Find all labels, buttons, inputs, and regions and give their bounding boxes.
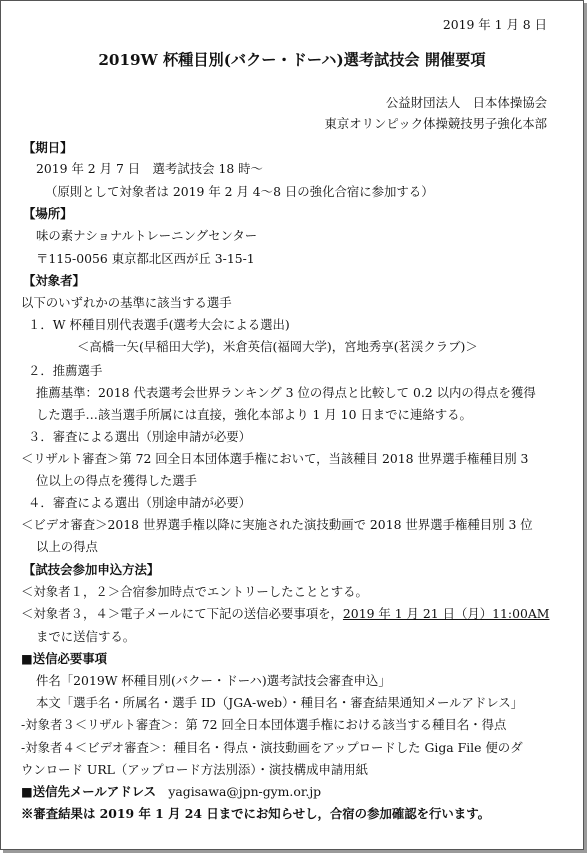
target-item-3-title: ３．審査による選出（別途申請が必要） [28, 429, 252, 444]
required-body: 本文「選手名・所属名・選手 ID（JGA-web）・種目名・審査結果通知メールアドレス」 [36, 695, 524, 710]
target-item-4-title: ４．審査による選出（別途申請が必要） [28, 495, 252, 510]
document-date: 2019 年 1 月 8 日 [442, 17, 547, 32]
heading-place: 【場所】 [23, 206, 73, 221]
target-item-2-criteria-cont: した選手…該当選手所属には直接，強化本部より 1 月 10 日までに連絡する。 [36, 407, 472, 422]
required-target-4: -対象者４＜ビデオ審査＞：種目名・得点・演技動画をアップロードした Giga File 便のダ [21, 740, 523, 755]
target-item-4-video-review-cont: 以上の得点 [36, 539, 98, 554]
target-item-1-title: １．W 杯種目別代表選手(選考大会による選出) [28, 317, 290, 332]
application-line-2-text: ＜対象者３，４＞電子メールにて下記の送信必要事項を， [21, 606, 343, 621]
required-target-4-cont: ウンロード URL（アップロード方法別添）・演技構成申請用紙 [21, 762, 369, 777]
email-line [21, 782, 321, 803]
target-item-4-video-review: ＜ビデオ審査＞2018 世界選手権以降に実施された演技動画で 2018 世界選手権種目別 3 位 [21, 517, 533, 532]
target-intro: 以下のいずれかの基準に該当する選手 [21, 295, 232, 310]
organization-department: 東京オリンピック体操競技男子強化本部 [324, 116, 547, 131]
heading-required-items: ■送信必要事項 [21, 651, 108, 666]
application-line-1: ＜対象者１，２＞合宿参加時点でエントリーしたこととする。 [21, 584, 368, 599]
heading-period: 【期日】 [23, 140, 73, 155]
result-notice: ※審査結果は 2019 年 1 月 24 日までにお知らせし，合宿の参加確認を行います。 [21, 806, 490, 821]
target-item-2-title: ２．推薦選手 [28, 363, 103, 378]
target-item-3-result-review-cont: 位以上の得点を獲得した選手 [36, 473, 198, 488]
period-note: （原則として対象者は 2019 年 2 月 4～8 日の強化合宿に参加する） [45, 184, 434, 199]
application-line-2 [21, 604, 550, 625]
period-line: 2019 年 2 月 7 日 選考試技会 18 時～ [36, 161, 263, 176]
organization-name: 公益財団法人 日本体操協会 [385, 95, 547, 110]
email-address: yagisawa@jpn-gym.or.jp [168, 784, 322, 799]
heading-application: 【試技会参加申込方法】 [23, 562, 160, 577]
application-line-3: までに送信する。 [36, 629, 136, 644]
heading-email: ■送信先メールアドレス [21, 784, 156, 799]
target-item-1-names: ＜高橋一矢(早稲田大学)，米倉英信(福岡大学)，宮地秀享(茗渓クラブ)＞ [77, 339, 478, 354]
place-name: 味の素ナショナルトレーニングセンター [36, 228, 258, 243]
required-target-3: -対象者３＜リザルト審査＞：第 72 回全日本団体選手権における該当する種目名・得点 [21, 717, 507, 732]
heading-target: 【対象者】 [23, 273, 85, 288]
target-item-3-result-review: ＜リザルト審査＞第 72 回全日本団体選手権において，当該種目 2018 世界選手権種目別 3 [21, 451, 529, 466]
place-address: 〒115-0056 東京都北区西が丘 3-15-1 [36, 251, 255, 266]
required-subject: 件名「2019W 杯種目別(バクー・ドーハ)選考試技会審査申込」 [36, 673, 391, 688]
document-title: 2019W 杯種目別(バクー・ドーハ)選考試技会 開催要項 [98, 51, 486, 69]
application-deadline: 2019 年 1 月 21 日（月）11:00AM [342, 606, 550, 621]
target-item-2-criteria: 推薦基準：2018 代表選考会世界ランキング 3 位の得点と比較して 0.2 以内の得点を獲得 [36, 385, 536, 400]
